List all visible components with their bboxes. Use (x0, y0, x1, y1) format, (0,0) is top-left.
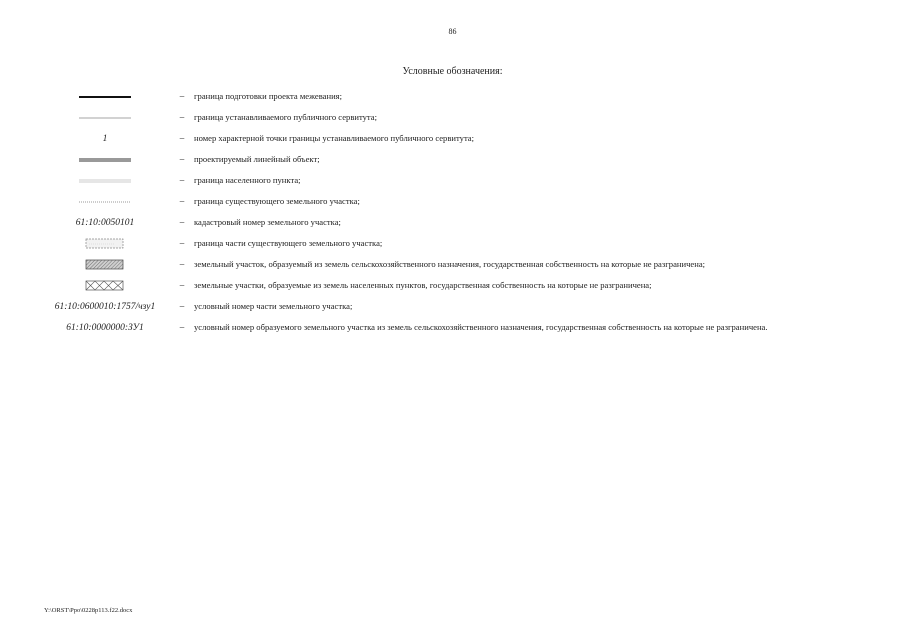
legend-description: номер характерной точки границы устанавливаемого публичного сервитута; (194, 133, 475, 143)
legend-description: земельные участки, образуемые из земель населенных пунктов, государственная собственность на которые не разграничена; (194, 280, 652, 290)
legend-item (40, 212, 860, 233)
legend-dash: – (179, 238, 185, 248)
legend-description: граница устанавливаемого публичного сервитута; (194, 112, 377, 122)
legend-description: граница части существующего земельного участка; (194, 238, 383, 248)
legend-item (40, 191, 860, 212)
page-number: 86 (448, 27, 457, 36)
legend-dash: – (179, 154, 185, 164)
legend-item (40, 317, 860, 338)
legend-item (40, 107, 860, 128)
symbol-label: 61:10:0600010:1757/чзу1 (54, 301, 156, 312)
legend-description: земельный участок, образуемый из земель сельскохозяйственного назначения, государственная собственность на которые не разграничена; (194, 259, 706, 269)
thick-black-line-icon (40, 86, 170, 107)
legend-item (40, 296, 860, 317)
symbol-label: 61:10:0000000:ЗУ1 (66, 322, 144, 333)
legend-item (40, 233, 860, 254)
legend-dash: – (179, 217, 185, 227)
legend-description: кадастровый номер земельного участка; (194, 217, 341, 227)
legend-dash: – (179, 112, 185, 122)
legend-dash: – (179, 259, 185, 269)
dashed-box-icon (40, 233, 170, 254)
legend-item (40, 86, 860, 107)
legend-item (40, 170, 860, 191)
hatched-box-icon (40, 254, 170, 275)
legend-dash: – (179, 91, 185, 101)
legend-description: граница населенного пункта; (194, 175, 301, 185)
legend-description: проектируемый линейный объект; (194, 154, 320, 164)
symbol-label: 1 (102, 133, 108, 144)
legend-description: условный номер образуемого земельного участка из земель сельскохозяйственного назначения, государственная собственность на которые не разграничена. (194, 322, 768, 332)
legend-list (40, 86, 860, 338)
legend-dash: – (179, 196, 185, 206)
legend-dash: – (179, 280, 185, 290)
cadastral-number-symbol (40, 212, 170, 233)
legend-item (40, 128, 860, 149)
legend-title: Условные обозначения: (402, 66, 503, 77)
plot-number-symbol (40, 317, 170, 338)
legend-description: условный номер части земельного участка; (194, 301, 353, 311)
legend-dash: – (179, 175, 185, 185)
double-dark-line-icon (40, 149, 170, 170)
symbol-label: 61:10:0050101 (75, 217, 135, 228)
legend-dash: – (179, 322, 185, 332)
legend-item (40, 254, 860, 275)
legend-item (40, 275, 860, 296)
cross-hatched-box-icon (40, 275, 170, 296)
thin-gray-line-icon (40, 107, 170, 128)
legend-dash: – (179, 301, 185, 311)
legend-description: граница подготовки проекта межевания; (194, 91, 343, 101)
legend-item (40, 149, 860, 170)
legend-description: граница существующего земельного участка; (194, 196, 360, 206)
point-number-symbol (40, 128, 170, 149)
thin-double-gray-line-icon (40, 170, 170, 191)
dotted-line-icon (40, 191, 170, 212)
part-number-symbol (40, 296, 170, 317)
legend-dash: – (179, 133, 185, 143)
file-path-footer: Y:\ORST\Ppo\0228p113.f22.docx (44, 607, 133, 614)
